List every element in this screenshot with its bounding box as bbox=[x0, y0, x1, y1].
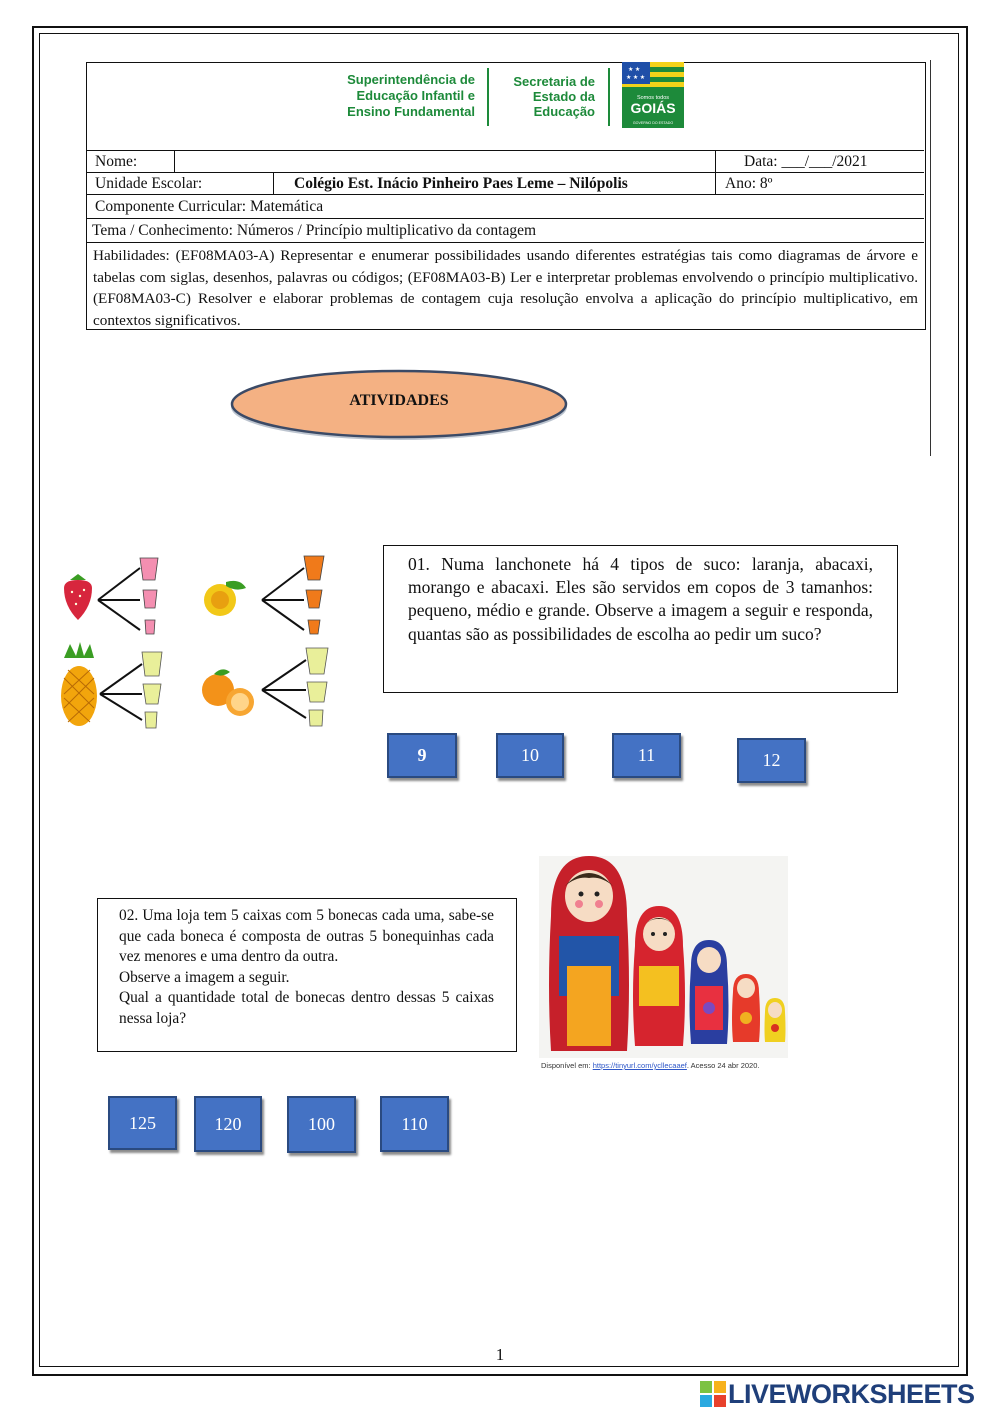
matryoshka-dolls-image bbox=[539, 856, 788, 1058]
nome-label: Nome: bbox=[86, 151, 175, 173]
tree-branches-2 bbox=[262, 568, 304, 630]
habilidades-text: Habilidades: (EF08MA03-A) Representar e enumerar possibilidades usando diferentes estratégias tais como diagramas de árvore e tabelas com siglas, desenhos, palavras ou códigos; (EF08MA03-B) Ler e interpretar problemas envolvendo o princípio multiplicativo. (EF08MA03-C) Resolver e elaborar problemas de contagem cuja resolução envolva a aplicação do princípio multiplicativo, em contextos significativos. bbox=[86, 242, 924, 328]
q2-option-1[interactable]: 125 bbox=[108, 1096, 177, 1150]
orange-cups bbox=[304, 556, 324, 634]
row-tema bbox=[86, 218, 924, 243]
goias-slogan: Somos todos bbox=[636, 95, 670, 101]
nome-field[interactable] bbox=[175, 151, 716, 173]
unidade-label: Unidade Escolar: bbox=[86, 173, 274, 195]
q2-option-4[interactable]: 110 bbox=[380, 1096, 449, 1152]
image-credit: Disponível em: https://tinyurl.com/ycllecaaef. Acesso 24 abr 2020. bbox=[541, 1061, 760, 1070]
secretaria-logo-text: Secretaria de Estado da Educação bbox=[513, 74, 595, 119]
question-2-text: 02. Uma loja tem 5 caixas com 5 bonecas cada uma, sabe-se que cada boneca é composta de outras 5 bonequinhas cada vez menores e uma dentro da outra. Observe a imagem a seguir. Qual a quantidade total de bonecas dentro dessas 5 caixas nessa loja? bbox=[97, 898, 517, 1052]
passion-fruit-icon bbox=[204, 581, 246, 616]
yellow-cups bbox=[142, 652, 162, 728]
liveworksheets-wordmark: LIVEWORKSHEETS bbox=[728, 1378, 975, 1409]
goias-sub: GOVERNO DO ESTADO bbox=[632, 121, 674, 125]
svg-text:★ ★ ★: ★ ★ ★ bbox=[626, 75, 646, 81]
tema-label: Tema / Conhecimento: Números / Princípio multiplicativo da contagem bbox=[92, 222, 537, 239]
q1-option-1[interactable]: 9 bbox=[387, 733, 457, 778]
juice-tree-diagram bbox=[50, 548, 350, 733]
ano-label: Ano: 8º bbox=[725, 175, 773, 192]
logo-divider bbox=[608, 68, 610, 126]
data-field[interactable]: Data: ___/___/2021 bbox=[744, 153, 868, 170]
margin-line bbox=[930, 60, 931, 456]
q2-option-2[interactable]: 120 bbox=[194, 1096, 262, 1152]
doll-smaller bbox=[732, 974, 760, 1042]
page-number: 1 bbox=[495, 1345, 505, 1364]
doll-medium bbox=[633, 906, 685, 1046]
question-1-text: 01. Numa lanchonete há 4 tipos de suco: laranja, abacaxi, morango e abacaxi. Eles são servidos em copos de 3 tamanhos: pequeno, médio e grande. Observe a imagem a seguir e responda, quantas são as possibilidades de escolha ao pedir um suco? bbox=[383, 545, 898, 693]
q1-option-4[interactable]: 12 bbox=[737, 738, 806, 783]
yellow-cups bbox=[306, 648, 328, 726]
logo-divider bbox=[487, 68, 489, 126]
q2-option-3[interactable]: 100 bbox=[287, 1096, 356, 1153]
doll-smallest bbox=[765, 998, 786, 1042]
liveworksheets-icon bbox=[700, 1381, 726, 1407]
q1-option-3[interactable]: 11 bbox=[612, 733, 681, 778]
svg-text:★ ★: ★ ★ bbox=[628, 67, 641, 73]
superintendencia-logo-text: Superintendência de Educação Infantil e Ensino Fundamental bbox=[347, 72, 475, 119]
orange-icon bbox=[202, 669, 254, 716]
strawberry-icon bbox=[64, 574, 92, 620]
liveworksheets-logo[interactable] bbox=[700, 1378, 995, 1410]
pineapple-icon bbox=[61, 642, 97, 726]
credit-link[interactable]: https://tinyurl.com/ycllecaaef bbox=[592, 1061, 687, 1070]
row-nome bbox=[86, 150, 924, 173]
tree-branches-3 bbox=[100, 664, 142, 720]
goias-name: GOIÁS bbox=[630, 100, 676, 116]
goias-flag-logo bbox=[622, 62, 684, 128]
escola-name: Colégio Est. Inácio Pinheiro Paes Leme – Nilópolis bbox=[274, 173, 716, 195]
componente-label: Componente Curricular: Matemática bbox=[95, 198, 324, 215]
q1-option-2[interactable]: 10 bbox=[496, 733, 564, 778]
doll-small bbox=[690, 940, 729, 1044]
row-unidade bbox=[86, 172, 924, 195]
row-componente bbox=[86, 194, 924, 219]
tree-branches-1 bbox=[98, 568, 140, 630]
atividades-title: ATIVIDADES bbox=[349, 392, 449, 409]
doll-large bbox=[549, 856, 629, 1051]
tree-branches-4 bbox=[262, 660, 306, 718]
pink-cups bbox=[140, 558, 158, 634]
